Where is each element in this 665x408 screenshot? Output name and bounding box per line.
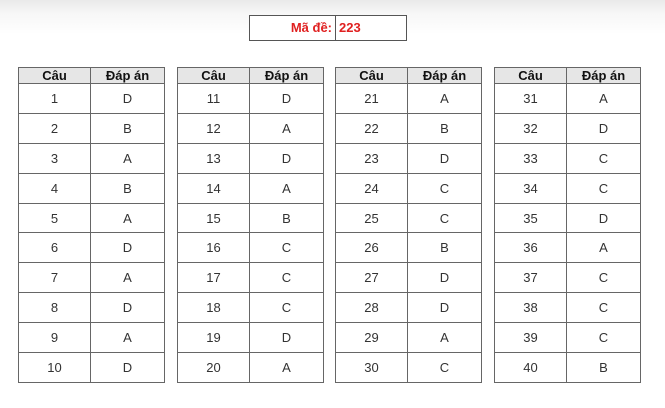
- answer-letter: D: [91, 353, 165, 383]
- question-header: Câu: [19, 68, 91, 84]
- answer-letter: C: [250, 263, 324, 293]
- table-row: [336, 113, 482, 143]
- table-row: [178, 293, 324, 323]
- question-number: 40: [495, 353, 567, 383]
- answer-letter: C: [408, 173, 482, 203]
- answer-key: [0, 67, 665, 383]
- table-row: [336, 353, 482, 383]
- answer-letter: A: [91, 143, 165, 173]
- question-number: 5: [19, 203, 91, 233]
- table-row: [178, 113, 324, 143]
- question-number: 17: [178, 263, 250, 293]
- answer-table-2: [177, 67, 324, 383]
- question-number: 11: [178, 84, 250, 114]
- table-row: [178, 323, 324, 353]
- answer-letter: D: [567, 113, 641, 143]
- question-number: 19: [178, 323, 250, 353]
- table-header-row: [178, 68, 324, 84]
- answer-letter: D: [91, 233, 165, 263]
- table-header-row: [495, 68, 641, 84]
- table-row: [19, 263, 165, 293]
- table-row: [178, 233, 324, 263]
- question-number: 32: [495, 113, 567, 143]
- answer-letter: A: [567, 233, 641, 263]
- question-number: 22: [336, 113, 408, 143]
- answer-letter: A: [250, 173, 324, 203]
- question-number: 39: [495, 323, 567, 353]
- table-row: [336, 84, 482, 114]
- question-header: Câu: [336, 68, 408, 84]
- answer-letter: C: [250, 293, 324, 323]
- answer-letter: D: [408, 263, 482, 293]
- table-row: [336, 203, 482, 233]
- table-row: [19, 173, 165, 203]
- question-number: 1: [19, 84, 91, 114]
- table-header-row: [19, 68, 165, 84]
- question-number: 9: [19, 323, 91, 353]
- answer-letter: A: [408, 323, 482, 353]
- answer-letter: B: [91, 173, 165, 203]
- exam-code-box: [249, 15, 407, 41]
- table-row: [495, 353, 641, 383]
- table-row: [178, 203, 324, 233]
- answer-letter: D: [250, 84, 324, 114]
- answer-letter: C: [567, 143, 641, 173]
- table-row: [178, 84, 324, 114]
- answer-letter: D: [408, 293, 482, 323]
- table-row: [336, 323, 482, 353]
- table-row: [19, 293, 165, 323]
- answer-header: Đáp án: [250, 68, 324, 84]
- table-row: [495, 143, 641, 173]
- question-header: Câu: [178, 68, 250, 84]
- answer-letter: A: [250, 353, 324, 383]
- question-number: 23: [336, 143, 408, 173]
- answer-letter: D: [567, 203, 641, 233]
- answer-letter: D: [250, 323, 324, 353]
- table-row: [495, 323, 641, 353]
- table-row: [178, 173, 324, 203]
- question-number: 26: [336, 233, 408, 263]
- table-row: [336, 233, 482, 263]
- question-number: 10: [19, 353, 91, 383]
- table-row: [336, 143, 482, 173]
- answer-letter: A: [91, 263, 165, 293]
- question-number: 37: [495, 263, 567, 293]
- answer-letter: A: [91, 203, 165, 233]
- table-row: [178, 263, 324, 293]
- answer-letter: C: [408, 353, 482, 383]
- table-row: [19, 353, 165, 383]
- question-number: 35: [495, 203, 567, 233]
- question-number: 24: [336, 173, 408, 203]
- exam-code-value: 223: [339, 20, 361, 35]
- answer-header: Đáp án: [91, 68, 165, 84]
- answer-letter: A: [567, 84, 641, 114]
- answer-letter: B: [567, 353, 641, 383]
- table-row: [336, 263, 482, 293]
- table-row: [19, 323, 165, 353]
- question-number: 8: [19, 293, 91, 323]
- answer-letter: C: [408, 203, 482, 233]
- question-number: 36: [495, 233, 567, 263]
- answer-table-1: [18, 67, 165, 383]
- table-row: [495, 203, 641, 233]
- table-row: [178, 353, 324, 383]
- question-number: 30: [336, 353, 408, 383]
- table-row: [495, 113, 641, 143]
- table-row: [495, 263, 641, 293]
- question-number: 2: [19, 113, 91, 143]
- question-number: 21: [336, 84, 408, 114]
- question-number: 34: [495, 173, 567, 203]
- table-row: [178, 143, 324, 173]
- table-row: [19, 233, 165, 263]
- question-number: 27: [336, 263, 408, 293]
- answer-table-4: [494, 67, 641, 383]
- question-number: 4: [19, 173, 91, 203]
- table-row: [19, 143, 165, 173]
- exam-code-label: Mã đề:: [250, 16, 336, 40]
- answer-letter: B: [408, 233, 482, 263]
- answer-letter: D: [408, 143, 482, 173]
- answer-letter: C: [567, 293, 641, 323]
- question-number: 14: [178, 173, 250, 203]
- question-number: 25: [336, 203, 408, 233]
- answer-letter: C: [567, 323, 641, 353]
- question-number: 7: [19, 263, 91, 293]
- table-header-row: [336, 68, 482, 84]
- answer-letter: B: [408, 113, 482, 143]
- question-number: 6: [19, 233, 91, 263]
- table-row: [19, 203, 165, 233]
- answer-letter: C: [250, 233, 324, 263]
- question-number: 31: [495, 84, 567, 114]
- question-number: 16: [178, 233, 250, 263]
- question-number: 15: [178, 203, 250, 233]
- answer-letter: A: [408, 84, 482, 114]
- answer-letter: D: [91, 84, 165, 114]
- answer-letter: A: [250, 113, 324, 143]
- question-number: 20: [178, 353, 250, 383]
- answer-header: Đáp án: [567, 68, 641, 84]
- answer-letter: A: [91, 323, 165, 353]
- table-row: [495, 173, 641, 203]
- question-header: Câu: [495, 68, 567, 84]
- answer-letter: B: [250, 203, 324, 233]
- question-number: 3: [19, 143, 91, 173]
- table-row: [495, 293, 641, 323]
- table-row: [495, 84, 641, 114]
- question-number: 13: [178, 143, 250, 173]
- answer-letter: D: [250, 143, 324, 173]
- answer-letter: B: [91, 113, 165, 143]
- table-row: [336, 293, 482, 323]
- table-row: [19, 84, 165, 114]
- answer-letter: C: [567, 263, 641, 293]
- table-row: [495, 233, 641, 263]
- question-number: 29: [336, 323, 408, 353]
- answer-header: Đáp án: [408, 68, 482, 84]
- question-number: 12: [178, 113, 250, 143]
- question-number: 28: [336, 293, 408, 323]
- table-row: [336, 173, 482, 203]
- answer-table-3: [335, 67, 482, 383]
- answer-letter: C: [567, 173, 641, 203]
- question-number: 18: [178, 293, 250, 323]
- answer-letter: D: [91, 293, 165, 323]
- question-number: 38: [495, 293, 567, 323]
- question-number: 33: [495, 143, 567, 173]
- table-row: [19, 113, 165, 143]
